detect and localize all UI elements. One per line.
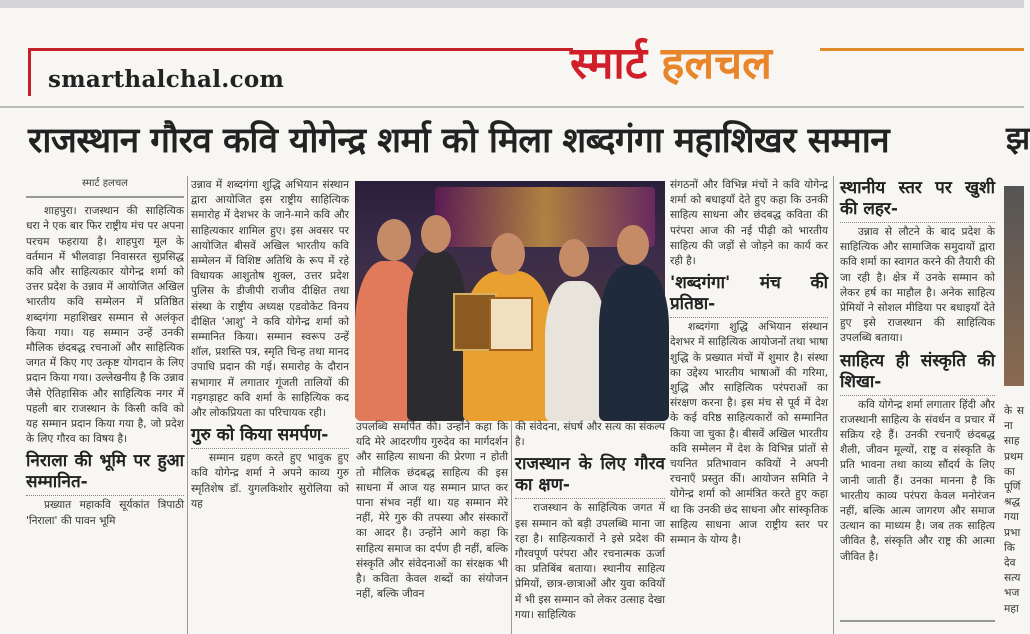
subheading: निराला की भूमि पर हुआ सम्मानित- [26, 451, 184, 496]
award-ceremony-photo [355, 181, 665, 417]
person-head [491, 233, 525, 275]
person-head [617, 225, 649, 265]
article-paragraph: प्रख्यात महाकवि सूर्यकांत त्रिपाठी 'निराला' की पावन भूमि [26, 499, 184, 527]
article-paragraph: शाहपुरा। राजस्थान की साहित्यिक धरा ने एक बार फिर राष्ट्रीय मंच पर अपना परचम फहराया है। शाहपुरा मूल के वर्तमान में भीलवाड़ा निवासरत सुप्रसिद्ध कवि और साहित्यकार योगेन्द्र शर्मा को उत्तर प्रदेश के उन्नाव में आयोजित अखिल भारतीय कवि सम्मेलन में प्रतिष्ठित शब्दगंगा महाशिखर सम्मान से अलंकृत किया गया। यह सम्मान उन्हें उनकी मौलिक छंदबद्ध रचनाओं और साहित्यिक जगत में किए गए उत्कृष्ट योगदान के लिए प्रदान किया गया। उल्लेखनीय है कि उन्नाव जैसे ऐतिहासिक और साहित्यिक नगर में पहली बार राजस्थान के किसी कवि को यह सम्मान प्रदान किया गया है, जो प्रदेश के लिए गौरव का विषय है। [26, 205, 184, 446]
subheading: 'शब्दगंगा' मंच की प्रतिष्ठा- [670, 273, 828, 318]
article-paragraph: संगठनों और विभिन्न मंचों ने कवि योगेन्द्र शर्मा को बधाइयाँ देते हुए कहा कि उनकी साहित्य साधना और छंदबद्ध कविता की परंपरा आज की नई पीढ़ी को भारतीय साहित्य की जड़ों से जोड़ने का कार्य कर रही है। [670, 179, 828, 268]
adjacent-article-photo [1004, 186, 1024, 386]
article-paragraph: उपलब्धि समर्पित की। उन्होंने कहा कि यदि मेरे आदरणीय गुरुदेव का मार्गदर्शन और साहित्य साधना की प्रेरणा न होती तो मौलिक छंदबद्ध साहित्य की इस साधना में आज यह सम्मान प्राप्त कर पाना संभव नहीं था। यह सम्मान मेरे नहीं, मेरे गुरु की तपस्या और संस्कारों का आदर है। उन्होंने आगे कहा कि साहित्य समाज का दर्पण ही नहीं, बल्कि संस्कृति और संवेदनाओं का संरक्षक भी है। कविता केवल शब्दों का संयोजन नहीं, बल्कि जीवन [356, 421, 508, 601]
article-paragraph: की संवेदना, संघर्ष और सत्य का संकल्प है। [515, 421, 665, 449]
certificate-frame [489, 297, 533, 351]
person-figure [599, 265, 669, 421]
person-head [421, 215, 451, 253]
column-1 [26, 176, 184, 529]
column-divider [511, 420, 512, 634]
person-figure [545, 281, 607, 421]
column-2 [191, 178, 349, 512]
logo-part-2: हलचल [661, 38, 772, 89]
masthead-divider [0, 106, 1024, 108]
article-paragraph: उन्नाव में शब्दगंगा शुद्धि अभियान संस्थान द्वारा आयोजित इस राष्ट्रीय साहित्यिक समारोह में देशभर के जाने-माने कवि और साहित्यकार शामिल हुए। इस अवसर पर आयोजित बीसवें अखिल भारतीय कवि सम्मेलन में विशिष्ट अतिथि के रूप में रहे विधायक आशुतोष शुक्ल, उत्तर प्रदेश पुलिस के डीजीपी राजीव दीक्षित तथा संस्था के राष्ट्रीय अध्यक्ष एडवोकेट विनय दीक्षित 'आशु' ने कवि योगेन्द्र शर्मा को सम्मानित किया। सम्मान स्वरूप उन्हें शॉल, प्रशस्ति पत्र, स्मृति चिन्ह तथा मानद उपाधि प्रदान की गई। समारोह के दौरान सभागार में लगातार गूंजती तालियों की गड़गड़ाहट कवि शर्मा के साहित्यिक कद और लोकप्रियता का परिचायक रही। [191, 179, 349, 420]
column-6 [840, 174, 995, 565]
masthead-orange-rule [820, 48, 1024, 51]
byline: स्मार्ट हलचल [26, 176, 184, 198]
site-url: smarthalchal.com [48, 66, 285, 93]
adjacent-article-headline-fragment: झ [1006, 119, 1030, 157]
column-4 [515, 420, 665, 623]
article-paragraph: शब्दगंगा शुद्धि अभियान संस्थान देशभर में साहित्यिक आयोजनों तथा भाषा शुद्धि के प्रख्यात मंचों में शुमार है। संस्था का उद्देश्य भारतीय भाषाओं की गरिमा, शुद्धि और साहित्यिक परंपराओं का संरक्षण करना है। इस मंच से पूर्व में देश के कई वरिष्ठ साहित्यकारों को सम्मानित किया जा चुका है। बीसवें अखिल भारतीय कवि सम्मेलन में देश के विभिन्न प्रांतों से चयनित प्रतिभावान कवियों ने अपनी रचनाएँ प्रस्तुत कीं। आयोजन समिति ने योगेन्द्र शर्मा को आमंत्रित करते हुए कहा था कि उनकी छंद साधना और सांस्कृतिक साहित्य साधना आज राष्ट्रीय स्तर पर सम्मान के योग्य है। [670, 321, 828, 547]
subheading: साहित्य ही संस्कृति की शिखा- [840, 351, 995, 396]
subheading: गुरु को किया समर्पण- [191, 425, 349, 449]
newspaper-logo [570, 34, 772, 94]
logo-part-1: स्मार्ट [570, 38, 647, 89]
column-end-rule [840, 620, 995, 622]
masthead-red-rule-vertical [28, 48, 31, 96]
subheading: स्थानीय स्तर पर खुशी की लहर- [840, 178, 995, 223]
article-paragraph: राजस्थान के साहित्यिक जगत में इस सम्मान को बड़ी उपलब्धि माना जा रहा है। साहित्यकारों ने इसे प्रदेश की गौरवपूर्ण परंपरा और रचनात्मक ऊर्जा का प्रतिबिंब बताया। स्थानीय साहित्य प्रेमियों, छात्र-छात्राओं और युवा कवियों में भी इस सम्मान को लेकर उत्साह देखा गया। साहित्यिक [515, 502, 665, 621]
article-paragraph: कवि योगेन्द्र शर्मा लगातार हिंदी और राजस्थानी साहित्य के संवर्धन व प्रचार में सक्रिय रहे हैं। उनकी रचनाएँ छंदबद्ध शैली, जीवन मूल्यों, राष्ट्र व संस्कृति के प्रति भावना तथा काव्य सौंदर्य के लिए जानी जाती हैं। उनका मानना है कि भारतीय काव्य परंपरा केवल मनोरंजन नहीं, बल्कि आत्म जागरण और समाज उत्थान का माध्यम है। जब तक साहित्य जीवित है, संस्कृति और राष्ट्र की आत्मा जीवित है। [840, 398, 995, 563]
article-paragraph: उन्नाव से लौटने के बाद प्रदेश के साहित्यिक और सामाजिक समुदायों द्वारा कवि शर्मा का स्वागत करने की तैयारी की जा रही है। क्षेत्र में उनके सम्मान को लेकर हर्ष का माहौल है। अनेक साहित्य प्रेमियों ने सोशल मीडिया पर बधाइयाँ देते हुए इसे राजस्थान की साहित्यिक उपलब्धि बताया। [840, 226, 995, 345]
column-5 [670, 178, 828, 548]
person-head [377, 219, 411, 261]
column-divider [187, 176, 188, 634]
column-divider [833, 176, 834, 634]
person-head [559, 239, 589, 277]
adjacent-article-text: के सना साह प्रथम का पूर्णि श्रद्ध गया प्रभा कि देव सत्य भज महा [1004, 405, 1024, 615]
masthead-red-rule [28, 48, 573, 51]
subheading: राजस्थान के लिए गौरव का क्षण- [515, 454, 665, 499]
top-bar [0, 0, 1024, 8]
column-3 [356, 420, 508, 602]
article-headline: राजस्थान गौरव कवि योगेन्द्र शर्मा को मिला शब्दगंगा महाशिखर सम्मान [28, 121, 890, 161]
article-paragraph: सम्मान ग्रहण करते हुए भावुक हुए कवि योगेन्द्र शर्मा ने अपने काव्य गुरु स्मृतिशेष डॉ. युगलकिशोर सुरोलिया को यह [191, 452, 349, 510]
